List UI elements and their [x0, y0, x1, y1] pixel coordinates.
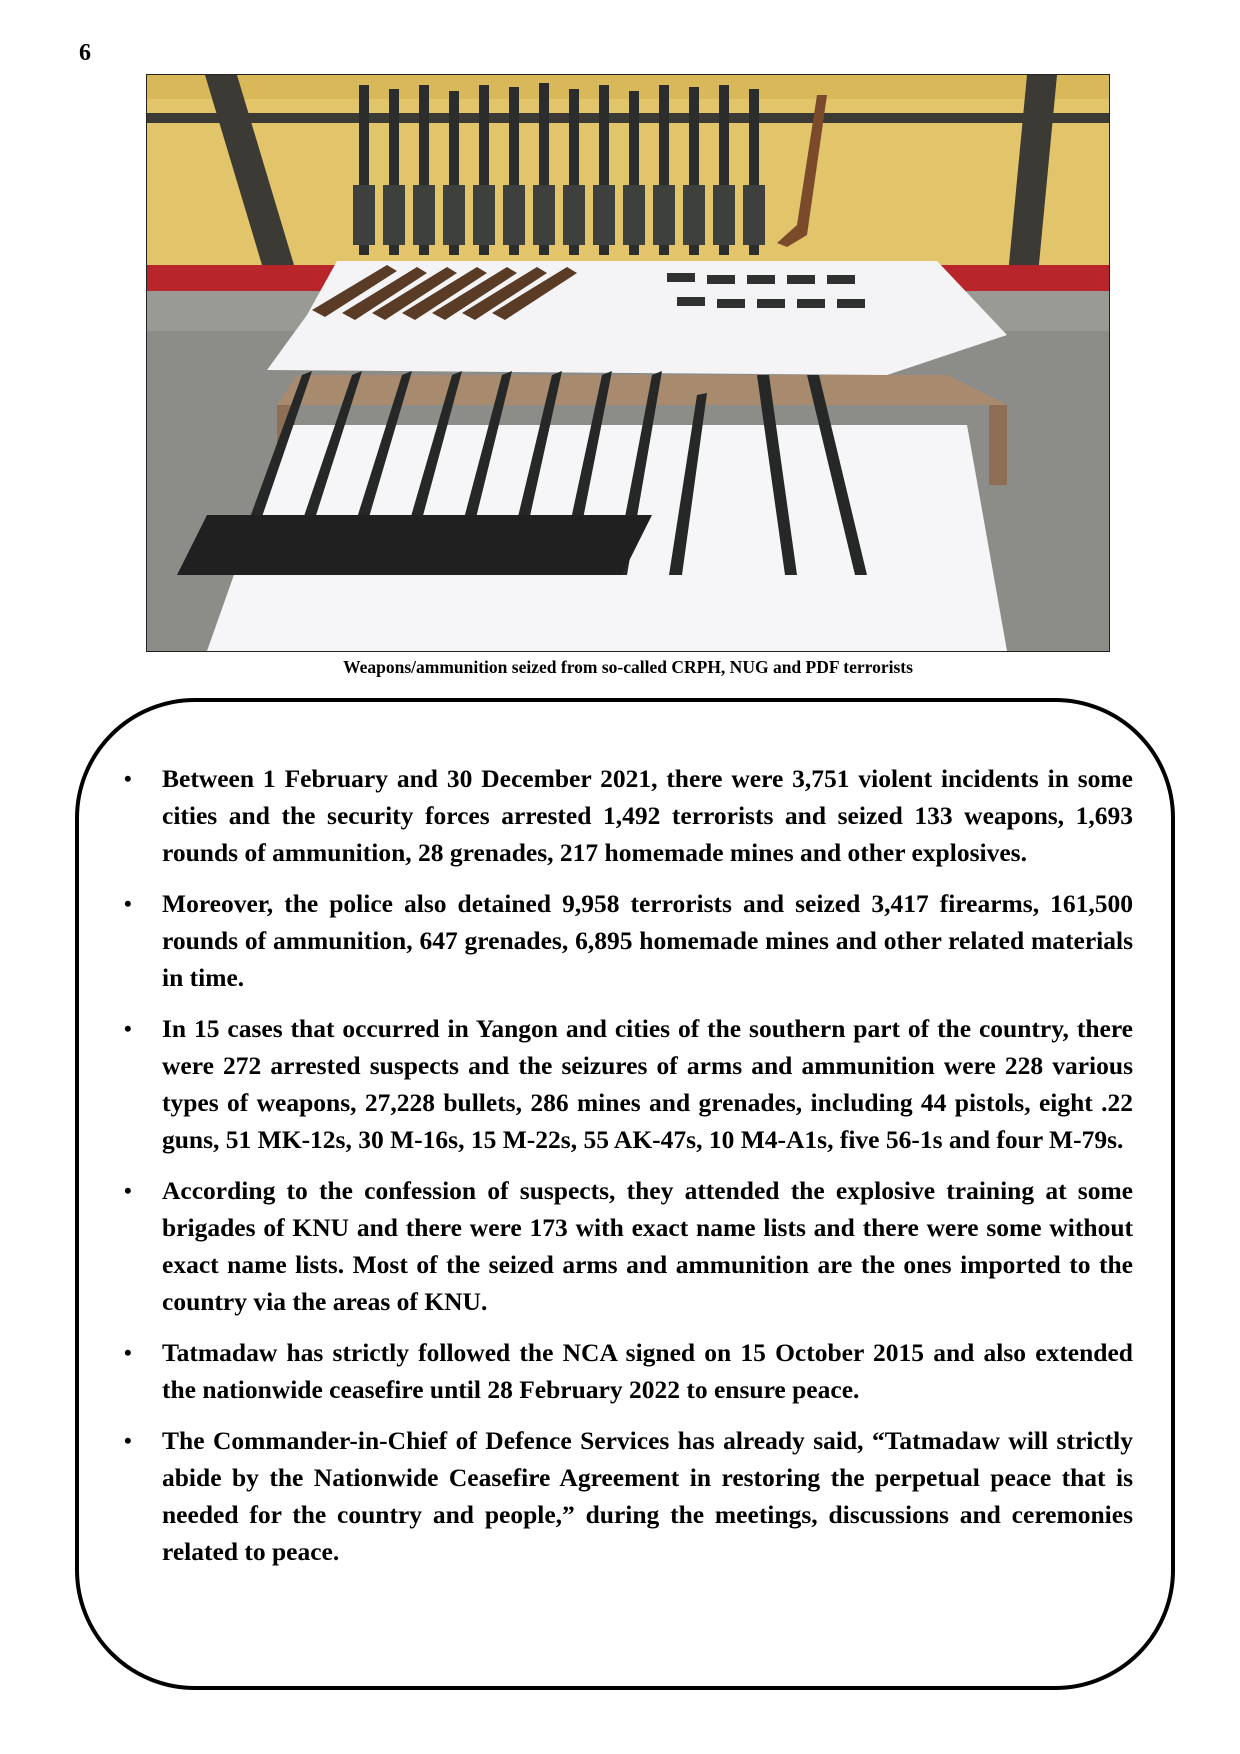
bullet-marker: •	[124, 1178, 132, 1203]
list-item	[121, 1334, 1133, 1408]
bullet-marker: •	[124, 766, 132, 791]
list-item-text: According to the confession of suspects, they attended the explosive training at some brigades of KNU and there were 173 with exact name lists and there were some without exact name lists. Most of the seized arms and ammunition are the ones imported to the country via the areas of KNU.	[162, 1176, 1133, 1316]
bullet-marker: •	[124, 1340, 132, 1365]
list-item-text: Moreover, the police also detained 9,958 terrorists and seized 3,417 firearms, 161,500 rounds of ammunition, 647 grenades, 6,895 homemade mines and other related materials in time.	[162, 889, 1133, 992]
list-item	[121, 760, 1133, 871]
bullet-marker: •	[124, 1428, 132, 1453]
list-item	[121, 885, 1133, 996]
photo-caption: Weapons/ammunition seized from so-called CRPH, NUG and PDF terrorists	[343, 657, 913, 677]
list-item-text: In 15 cases that occurred in Yangon and cities of the southern part of the country, there were 272 arrested suspects and the seizures of arms and ammunition were 228 various types of weapons, 27,228 bullets, 286 mines and grenades, including 44 pistols, eight .22 guns, 51 MK-12s, 30 M-16s, 15 M-22s, 55 AK-47s, 10 M4-A1s, five 56-1s and four M-79s.	[162, 1014, 1133, 1154]
list-item	[121, 1422, 1133, 1570]
bullet-marker: •	[124, 891, 132, 916]
list-item	[121, 1172, 1133, 1320]
page-number: 6	[79, 40, 91, 66]
list-item-text: Between 1 February and 30 December 2021, there were 3,751 violent incidents in some cities and the security forces arrested 1,492 terrorists and seized 133 weapons, 1,693 rounds of ammunition, 28 grenades, 217 homemade mines and other explosives.	[162, 764, 1133, 867]
seized-weapons-photo	[146, 74, 1110, 652]
list-item-text: The Commander-in-Chief of Defence Services has already said, “Tatmadaw will strictly abide by the Nationwide Ceasefire Agreement in restoring the perpetual peace that is needed for the country and people,” during the meetings, discussions and ceremonies related to peace.	[162, 1426, 1133, 1566]
bullet-list	[121, 760, 1133, 1584]
list-item	[121, 1010, 1133, 1158]
bullet-marker: •	[124, 1016, 132, 1041]
list-item-text: Tatmadaw has strictly followed the NCA signed on 15 October 2015 and also extended the nationwide ceasefire until 28 February 2022 to ensure peace.	[162, 1338, 1133, 1404]
